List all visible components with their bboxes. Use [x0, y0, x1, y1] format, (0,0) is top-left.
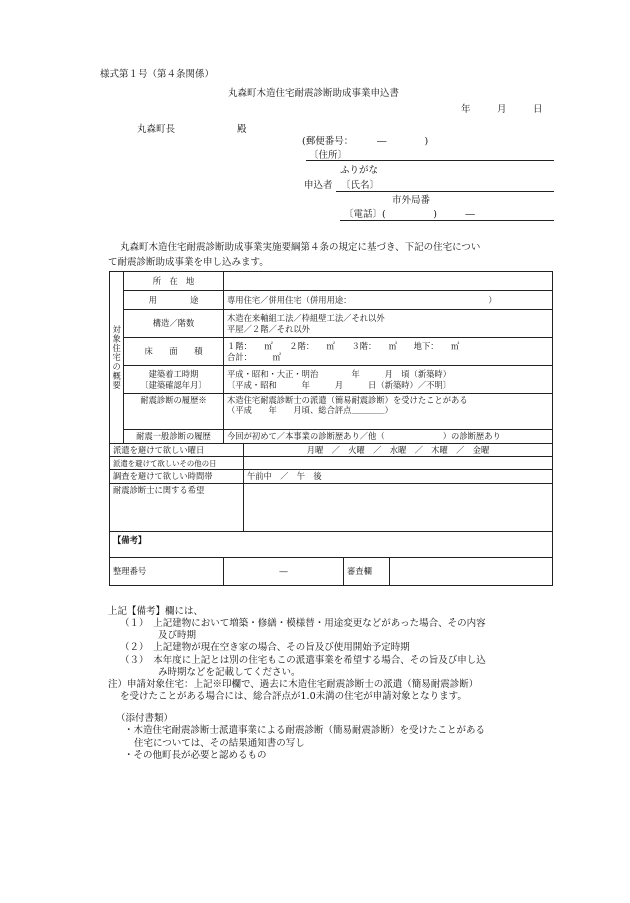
use-field[interactable]: 専用住宅／併用住宅（併用用途： ）	[224, 291, 553, 310]
construction-line-2: 〔平成・昭和 年 月 日（新築時）／不明〕	[227, 379, 452, 390]
application-table	[109, 271, 553, 586]
attachments-title: （添付書類）	[116, 713, 174, 725]
remarks-field[interactable]	[110, 531, 553, 557]
structure-line-1: 木造在来軸組工法／枠組壁工法／それ以外	[227, 313, 385, 324]
history-label: 耐震診断の履歴※	[124, 394, 224, 430]
page-title: 丸森町木造住宅耐震診断助成事業申込書	[228, 88, 400, 99]
address-field[interactable]	[306, 160, 554, 161]
floor-area-field[interactable]	[224, 338, 553, 366]
intro-line-2: て耐震診断助成事業を申し込みます。	[108, 257, 269, 268]
note-1a: （１） 上記建物において増築・修繕・模様替・用途変更などがあった場合、その内容	[120, 618, 486, 630]
admin-number-field[interactable]: ―	[224, 557, 344, 585]
construction-line-1: 平成・昭和・大正・明治 年 月 頃（新築時）	[227, 369, 452, 380]
history-line-1: 木造住宅耐震診断士の派遣（簡易耐震診断）を受けたことがある	[227, 395, 468, 405]
date-year: 年	[461, 104, 471, 115]
use-label: 用 途	[124, 291, 224, 310]
review-cell	[344, 557, 553, 585]
address-label: 〔住所〕	[309, 150, 348, 161]
attachment-1b: 住宅については、その結果通知書の写し	[134, 737, 305, 749]
general-history-label: 耐震一般診断の履歴	[124, 430, 224, 444]
avoid-day-label: 派遣を避けて欲しい曜日	[110, 444, 244, 457]
floor-area-line-1: １階： ㎡ ２階： ㎡ ３階： ㎡ 地下： ㎡	[227, 341, 460, 352]
note-3a: （３） 本年度に上記とは別の住宅もこの派遣事業を希望する場合、その旨及び申し込	[120, 654, 486, 666]
avoid-time-label: 調査を避けて欲しい時間帯	[110, 470, 244, 483]
caution-b: を受けたことがある場合には、総合評点が1.0未満の住宅が申請対象となります。	[120, 691, 467, 703]
notes-intro: 上記【備考】欄には、	[108, 606, 204, 617]
hope-label: 耐震診断士に関する希望	[110, 483, 244, 531]
avoid-other-label: 派遣を避けて欲しいその他の日	[110, 457, 244, 470]
floor-area-label: 床 面 積	[124, 338, 224, 366]
intro-line-1: 丸森町木造住宅耐震診断助成事業実施要綱第４条の規定に基づき、下記の住宅につい	[120, 242, 481, 253]
general-history-field[interactable]: 今回が初めて／本事業の診断歴あり／他（ ）の診断歴あり	[224, 430, 553, 444]
avoid-day-field[interactable]: 月曜 ／ 火曜 ／ 水曜 ／ 木曜 ／ 金曜	[244, 444, 553, 457]
structure-label: 構造／階数	[124, 310, 224, 338]
phone-underline	[340, 220, 554, 221]
avoid-other-field[interactable]	[244, 457, 553, 470]
review-label: 審査欄	[344, 558, 390, 585]
name-field[interactable]	[336, 191, 554, 192]
attachment-1a: ・木造住宅耐震診断士派遣事業による耐震診断（簡易耐震診断）を受けたことがある	[124, 725, 486, 737]
construction-label	[124, 366, 224, 394]
note-1b: 及び時期	[158, 630, 197, 642]
date-month: 月	[497, 104, 507, 115]
history-field[interactable]	[224, 394, 553, 430]
hope-field[interactable]	[244, 483, 553, 531]
notes-block	[108, 606, 486, 762]
structure-line-2: 平屋／２階／それ以外	[227, 323, 310, 334]
structure-field[interactable]	[224, 310, 553, 338]
avoid-time-field[interactable]: 午前中 ／ 午 後	[244, 470, 553, 483]
name-label: 〔氏名〕	[341, 180, 380, 191]
note-2: （２） 上記建物が現在空き家の場合、その旨及び使用開始予定時期	[120, 642, 410, 654]
attachment-2: ・その他町長が必要と認めるもの	[124, 749, 267, 761]
area-code-label: 市外局番	[392, 195, 431, 206]
postal-code-field[interactable]: (郵便番号： ― )	[302, 136, 429, 147]
applicant-label: 申込者	[304, 180, 333, 191]
construction-label-2: 〔建築確認年月〕	[140, 379, 207, 390]
location-field[interactable]	[224, 272, 553, 291]
note-3b: み時期などを記載してください。	[158, 666, 301, 678]
addressee: 丸森町長	[137, 124, 176, 135]
phone-field[interactable]: 〔電話〕( ) ―	[344, 209, 475, 220]
location-label: 所 在 地	[124, 272, 224, 291]
side-label: 対象住宅の概要	[110, 272, 124, 444]
admin-number-label: 整理番号	[110, 557, 224, 585]
remarks-label: 【備考】	[113, 534, 147, 545]
construction-label-1: 建築着工時期	[148, 369, 199, 380]
caution-a: 注）申請対象住宅：上記※印欄で、過去に木造住宅耐震診断士の派遣（簡易耐震診断）	[108, 678, 479, 690]
form-number: 様式第１号（第４条関係）	[100, 69, 215, 80]
review-field[interactable]	[390, 558, 552, 585]
construction-field[interactable]	[224, 366, 553, 394]
date-day: 日	[533, 104, 543, 115]
floor-area-line-2: 合計： ㎡	[227, 351, 281, 362]
history-line-2: （平成 年 月頃、総合評点＿＿＿＿）	[227, 405, 393, 416]
furigana-label: ふりがな	[340, 165, 379, 176]
honorific: 殿	[237, 124, 247, 135]
